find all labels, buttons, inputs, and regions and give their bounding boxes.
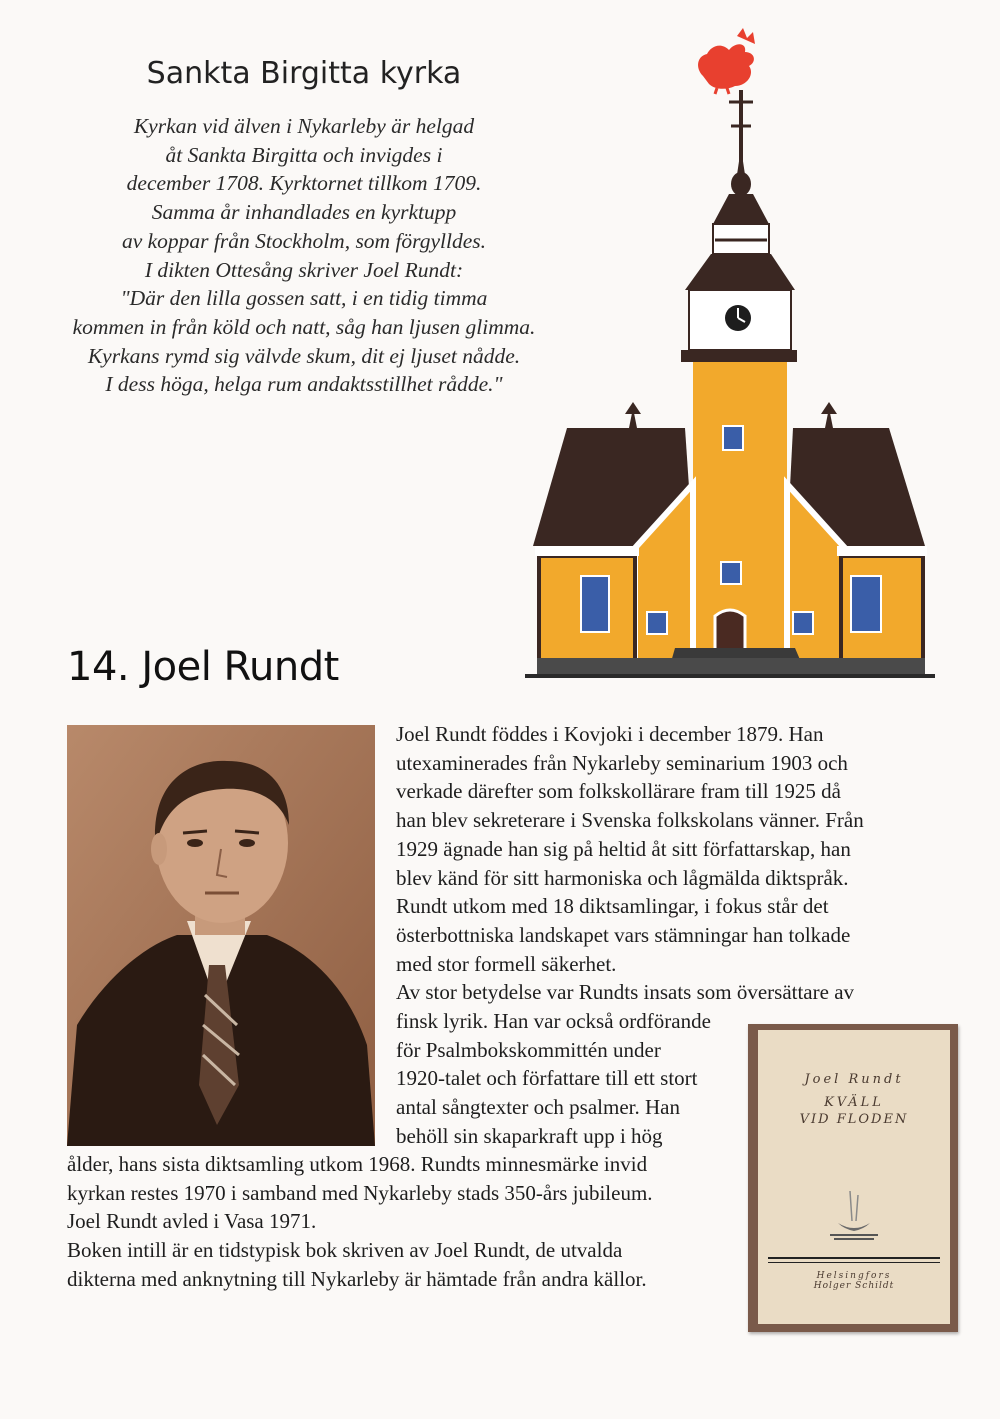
bio-line: utexaminerades från Nykarleby seminarium 1903 och bbox=[396, 750, 848, 775]
book-author: Joel Rundt bbox=[804, 1072, 904, 1087]
poem-line: Kyrkan vid älven i Nykarleby är helgad bbox=[133, 114, 475, 138]
section-heading: 14. Joel Rundt bbox=[67, 644, 339, 690]
bio-line: dikterna med anknytning till Nykarleby är hämtade från andra källor. bbox=[67, 1266, 647, 1291]
rooster-weathervane-icon bbox=[698, 28, 755, 94]
book-rule bbox=[768, 1262, 940, 1263]
poem-block bbox=[20, 112, 588, 399]
poem-line: I dess höga, helga rum andaktsstillhet rådde." bbox=[105, 372, 503, 397]
bio-line: för Psalmbokskommittén under bbox=[396, 1037, 661, 1062]
bio-line: med stor formell säkerhet. bbox=[396, 951, 617, 976]
bio-line: Joel Rundt avled i Vasa 1971. bbox=[67, 1209, 317, 1234]
ship-vignette-icon bbox=[824, 1181, 884, 1245]
church-illustration bbox=[525, 28, 935, 688]
book-cover-face bbox=[758, 1030, 950, 1324]
bio-line: verkade därefter som folkskollärare fram till 1925 då bbox=[396, 779, 841, 804]
book-publisher-city: Helsingfors bbox=[816, 1271, 892, 1281]
poem-line: "Där den lilla gossen satt, i en tidig timma bbox=[120, 286, 488, 311]
bio-line: Rundt utkom med 18 diktsamlingar, i fokus står det bbox=[396, 894, 829, 919]
poem-line: I dikten Ottesång skriver Joel Rundt: bbox=[144, 257, 464, 282]
bio-paragraph-lower bbox=[67, 1150, 653, 1294]
book-rule bbox=[768, 1257, 940, 1259]
bio-line: finsk lyrik. Han var också ordförande bbox=[396, 1009, 711, 1034]
bio-line: behöll sin skaparkraft upp i hög bbox=[396, 1123, 663, 1148]
bio-line: ålder, hans sista diktsamling utkom 1968. Rundts minnesmärke invid bbox=[67, 1152, 648, 1176]
bio-line: Av stor betydelse var Rundts insats som översättare av bbox=[396, 980, 855, 1005]
poem-line: december 1708. Kyrktornet tillkom 1709. bbox=[126, 171, 482, 196]
poem-line: av koppar från Stockholm, som förgylldes. bbox=[121, 228, 487, 253]
poem-line: åt Sankta Birgitta och invigdes i bbox=[165, 142, 443, 167]
poem-line: Samma år inhandlades en kyrktupp bbox=[151, 200, 457, 225]
bio-line: kyrkan restes 1970 i samband med Nykarleby stads 350-års jubileum. bbox=[67, 1180, 653, 1205]
poem-line: kommen in från köld och natt, såg han ljusen glimma. bbox=[72, 314, 536, 339]
book-cover-image bbox=[748, 1024, 958, 1332]
bio-line: österbottniska landskapet vars stämningar han tolkade bbox=[396, 922, 851, 947]
bio-line: antal sångtexter och psalmer. Han bbox=[396, 1095, 680, 1120]
poem-line: Kyrkans rymd sig välvde skum, dit ej ljuset nådde. bbox=[87, 343, 521, 368]
portrait-photo bbox=[67, 725, 375, 1146]
bio-line: blev känd för sitt harmoniska och lågmälda diktspråk. bbox=[396, 865, 849, 890]
bio-line: 1929 ägnade han sig på heltid åt sitt författarskap, han bbox=[396, 836, 851, 861]
bio-line: han blev sekreterare i Svenska folkskolans vänner. Från bbox=[396, 808, 864, 833]
book-title-line2: VID FLODEN bbox=[799, 1112, 909, 1127]
bio-line: Joel Rundt föddes i Kovjoki i december 1879. Han bbox=[396, 722, 824, 746]
book-publisher-name: Holger Schildt bbox=[813, 1281, 895, 1291]
bio-line: Boken intill är en tidstypisk bok skriven av Joel Rundt, de utvalda bbox=[67, 1238, 623, 1263]
book-title-line1: KVÄLL bbox=[824, 1095, 884, 1110]
bio-line: 1920-talet och författare till ett stort bbox=[396, 1066, 698, 1091]
church-title: Sankta Birgitta kyrka bbox=[146, 56, 462, 91]
